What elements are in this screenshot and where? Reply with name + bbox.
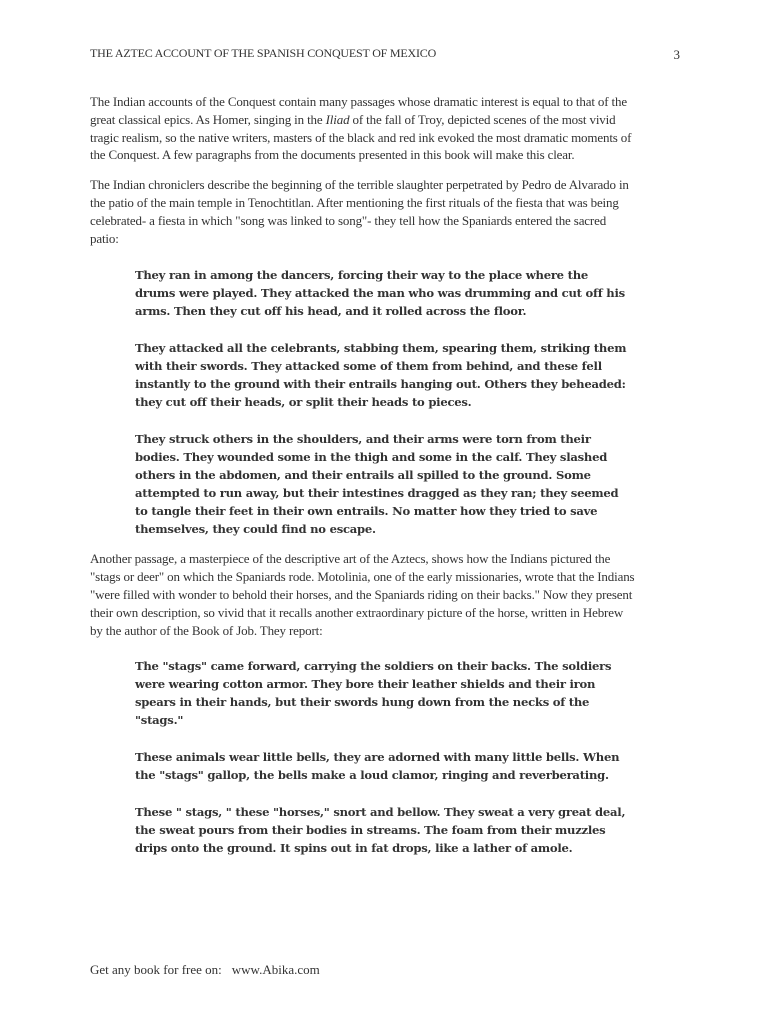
page-number: 3 [673, 47, 680, 62]
iliad-title: Iliad [325, 111, 350, 127]
footer-text: Get any book for free on: [90, 962, 222, 977]
paragraph-intro-text-a: The Indian accounts of the Conquest contain many passages whose dramatic interest is equal to that of the great classical epics. As Homer, singing in the [90, 94, 627, 127]
footer-link[interactable]: www.Abika.com [231, 962, 320, 977]
paragraph-intro [90, 93, 635, 164]
paragraph-stags: Another passage, a masterpiece of the descriptive art of the Aztecs, shows how the Indians pictured the "stags or deer" on which the Spaniards rode. Motolinia, one of the early missionaries, wrote that the Indians "were filled with wonder to behold their horses, and the Spaniards riding on their backs." Now they present their own description, so vivid that it recalls another extraordinary picture of the horse, written in Hebrew by the author of the Book of Job. They report: [90, 551, 635, 638]
block-quote-bells: These animals wear little bells, they are adorned with many little bells. When the "stags" gallop, the bells make a loud clamor, ringing and reverberating. [135, 750, 620, 783]
running-title: THE AZTEC ACCOUNT OF THE SPANISH CONQUEST OF MEXICO [90, 46, 437, 60]
page-footer [90, 961, 320, 978]
page-content [90, 93, 635, 876]
paragraph-intro-text-b: of the fall of Troy, depicted scenes of the most vivid tragic realism, so the native writers, masters of the black and red ink evoked the most dramatic moments of the Conquest. A few paragraphs from the documents presented in this book will make this clear. [90, 111, 632, 163]
paragraph-chroniclers: The Indian chroniclers describe the beginning of the terrible slaughter perpetrated by Pedro de Alvarado in the patio of the main temple in Tenochtitlan. After mentioning the first rituals of the fiesta that was being celebrated- a fiesta in which "song was linked to song"- they tell how the Spaniards entered the sacred patio: [90, 177, 629, 246]
block-quote-dancers: They ran in among the dancers, forcing their way to the place where the drums were played. They attacked the man who was drumming and cut off his arms. Then they cut off his head, and it rolled across the floor. [135, 268, 625, 319]
block-quote-struck: They struck others in the shoulders, and their arms were torn from their bodies. They wounded some in the thigh and some in the calf. They slashed others in the abdomen, and their entrails all spilled to the ground. Some attempted to run away, but their intestines dragged as they ran; they seemed to tangle their feet in their own entrails. No matter how they tried to save themselves, they could find no escape. [135, 432, 619, 537]
block-quote-stags-forward: The "stags" came forward, carrying the soldiers on their backs. The soldiers were wearing cotton armor. They bore their leather shields and their iron spears in their hands, but their swords hung down from the necks of the "stags." [135, 659, 612, 728]
block-quote-horses: These " stags, " these "horses," snort and bellow. They sweat a very great deal, the sweat pours from their bodies in streams. The foam from their muzzles drips onto the ground. It spins out in fat drops, like a lather of amole. [135, 805, 626, 856]
block-quote-celebrants: They attacked all the celebrants, stabbing them, spearing them, striking them with their swords. They attacked some of them from behind, and these fell instantly to the ground with their entrails hanging out. Others they beheaded: they cut off their heads, or split their heads to pieces. [135, 341, 627, 410]
